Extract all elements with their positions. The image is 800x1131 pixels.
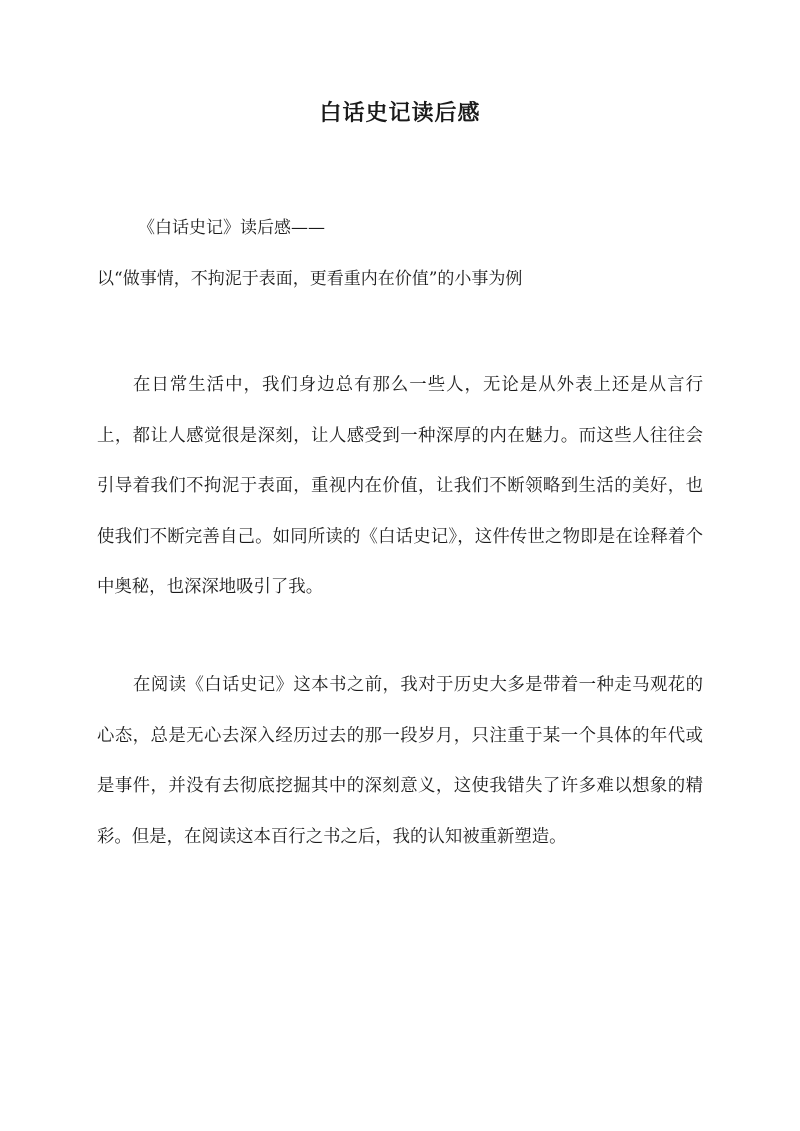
body-paragraph-1: 在日常生活中，我们身边总有那么一些人，无论是从外表上还是从言行上，都让人感觉很是深刻，让人感受到一种深厚的内在魅力。而这些人往往会引导着我们不拘泥于表面，重视内在价值，让我们不断领略到生活的美好，也使我们不断完善自己。如同所读的《白话史记》，这件传世之物即是在诠释着个中奥秘，也深深地吸引了我。 [97, 375, 703, 597]
page-title: 白话史记读后感 [319, 100, 481, 126]
body-paragraph-2: 在阅读《白话史记》这本书之前，我对于历史大多是带着一种走马观花的心态，总是无心去深入经历过去的那一段岁月，只注重于某一个具体的年代或是事件，并没有去彻底挖掘其中的深刻意义，这使我错失了许多难以想象的精彩。但是，在阅读这本百行之书之后，我的认知被重新塑造。 [97, 675, 703, 847]
subtitle-line-1: 《白话史记》读后感—— [138, 218, 325, 238]
subtitle-line-2: 以“做事情，不拘泥于表面，更看重内在价值”的小事为例 [97, 269, 523, 289]
